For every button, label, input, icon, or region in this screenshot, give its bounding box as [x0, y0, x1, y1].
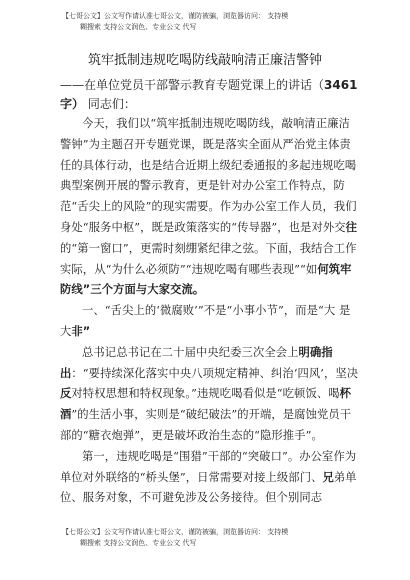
bold-text: 非” [71, 324, 91, 338]
bold-text: 何筑牢防线”三个方面与大家交流。 [60, 262, 352, 297]
subtitle-line-2 [60, 95, 360, 114]
word-count-suffix: 字） [60, 97, 85, 111]
paragraph-quote [60, 343, 360, 447]
footer-line-2: 糊搜索 支持公文润色、专业公文 代写 [80, 539, 197, 547]
paragraph-intro [60, 114, 360, 301]
paragraph-text: 第一，违规吃喝是“围猎”干部的“突破口”。办公室作为单位对外联络的“桥头堡”，日常需要对接上级部门、 [60, 449, 357, 484]
bold-text: 往 [345, 220, 358, 234]
paragraph-text: 对特权思想和特权现象。”违规吃喝看似是“吃顿饭、喝 [71, 387, 340, 401]
page-footer-note [62, 527, 362, 549]
header-line-1: 【七哥公文】公文写作请认准七哥公文，谨防被骗，浏览器访问： 支持模 [62, 12, 289, 20]
word-count: 3461 [324, 78, 358, 92]
document-body [60, 114, 360, 509]
bold-text: 杯酒 [60, 387, 352, 422]
bold-text: 明确指出 [60, 345, 333, 380]
document-subtitle [60, 76, 360, 114]
heading-text: 一、“舌尖上的‘微腐败’”不是“小事小节”，而是“大 [82, 304, 336, 318]
subtitle-line-1 [60, 76, 360, 95]
salutation: 同志们： [87, 97, 136, 111]
heading-text: 是大 [60, 304, 351, 338]
paragraph-text: ：“要持续深化落实中央八项规定精神、纠治‘四风’，坚决 [71, 366, 359, 380]
paragraph-text: ”的生活小事，实则是“破纪破法”的开端，是腐蚀党员干部的“糖衣炮弹”，更是破坏政治生态的“隐形推手”。 [60, 408, 352, 442]
paragraph-text: 的“第一窗口”，更需时刻绷紧纪律之弦。下面，我结合工作实际，从“为什么必须防”“违规吃喝有哪些表现”“如 [60, 241, 357, 276]
header-line-2: 糊搜索 支持公文润色、专业公文 代写 [80, 23, 197, 31]
document-title: 筑牢抵制违规吃喝防线敲响清正廉洁警钟 [87, 53, 322, 68]
section-heading-1 [60, 301, 360, 343]
bold-text: 兄 [322, 470, 334, 484]
page-header-note [62, 11, 362, 33]
paragraph-text: 总书记总书记在二十届中央纪委三次全会上 [82, 345, 299, 359]
subtitle-text: ——在单位党员干部警示教育专题党课上的讲话（ [60, 78, 325, 92]
paragraph-point-1 [60, 447, 360, 509]
bold-text: 反 [60, 387, 72, 401]
paragraph-text: 弟单位、服务对象，不可避免涉及公务接待。但个别同志 [60, 470, 357, 505]
paragraph-text: 今天，我们以“筑牢抵制违规吃喝防线，敲响清正廉洁警钟”为主题召开专题党课，既是落实全面从严治党主体责任的具体行动，也是结合近期上级纪委通报的多起违规吃喝典型案例开展的警示教育，更是针对办公室工作特点，防范“舌尖上的风险”的现实需要。作为办公室工作人员，我们身处“服务中枢”，既是政策落实的“传导器”，也是对外交 [60, 117, 357, 234]
footer-line-1: 【七哥公文】公文写作请认准七哥公文，谨防被骗，浏览器访问： 支持模 [62, 528, 289, 536]
